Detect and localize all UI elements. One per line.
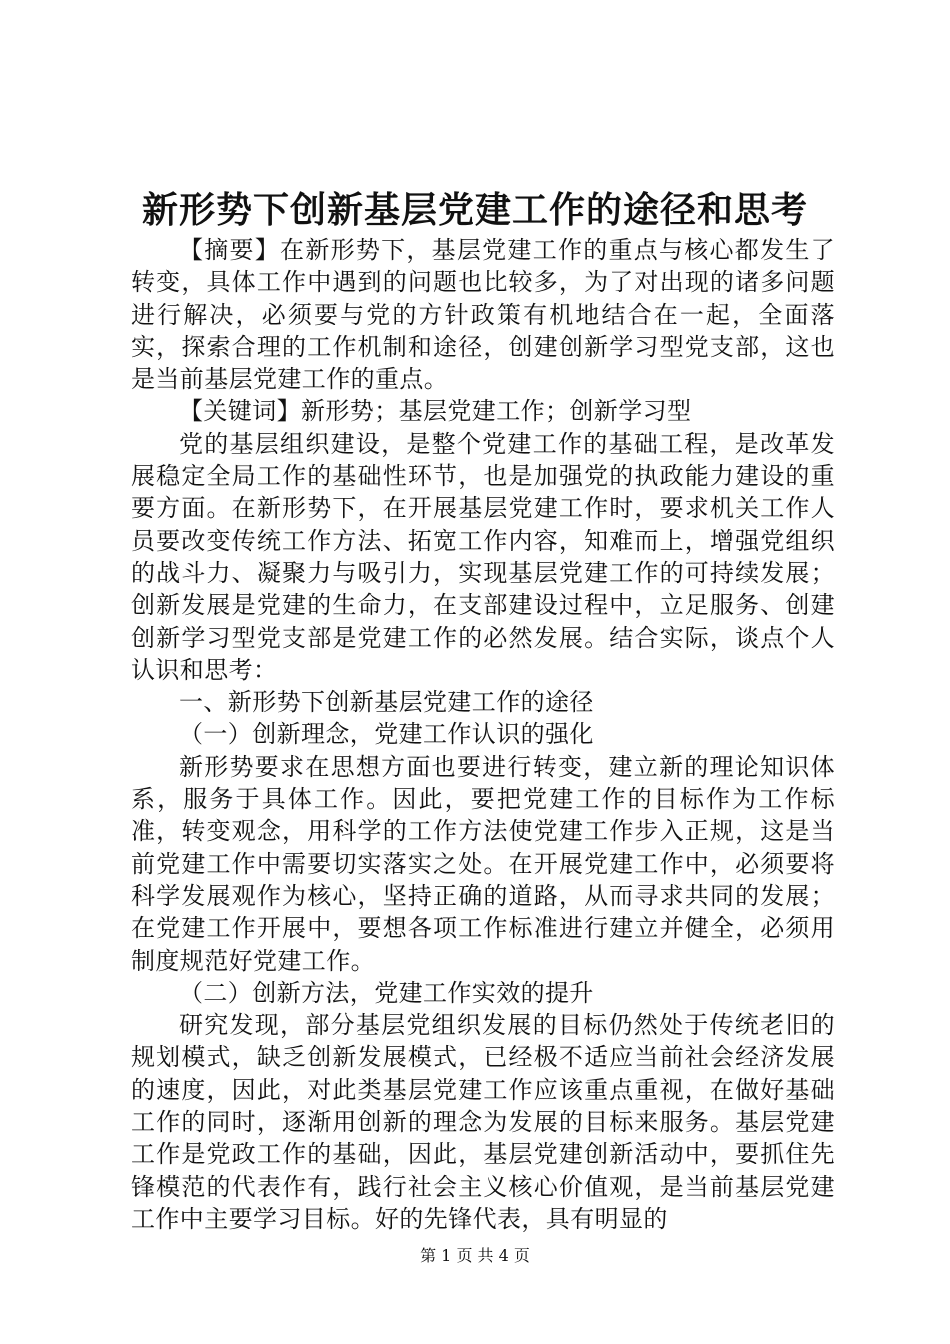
intro-paragraph: 党的基层组织建设，是整个党建工作的基础工程，是改革发展稳定全局工作的基础性环节，也是加强党的执政能力建设的重要方面。在新形势下，在开展基层党建工作时，要求机关工作人员要改变传统工作方法、拓宽工作内容，知难而上，增强党组织的战斗力、凝聚力与吸引力，实现基层党建工作的可持续发展；创新发展是党建的生命力，在支部建设过程中，立足服务、创建创新学习型党支部是党建工作的必然发展。结合实际，谈点个人认识和思考： [131, 429, 835, 684]
body-paragraph: 新形势要求在思想方面也要进行转变，建立新的理论知识体系，服务于具体工作。因此，要把党建工作的目标作为工作标准，转变观念，用科学的工作方法使党建工作步入正规，这是当前党建工作中需要切实落实之处。在开展党建工作中，必须要将科学发展观作为核心，坚持正确的道路，从而寻求共同的发展；在党建工作开展中，要想各项工作标准进行建立并健全，必须用制度规范好党建工作。 [131, 752, 835, 975]
subsection-heading-2: （二）创新方法，党建工作实效的提升 [179, 978, 594, 1007]
subsection-heading-1: （一）创新理念，党建工作认识的强化 [179, 720, 594, 749]
document-title: 新形势下创新基层党建工作的途径和思考 [141, 189, 808, 231]
keywords-paragraph: 【关键词】新形势；基层党建工作；创新学习型 [179, 397, 692, 426]
document-body [131, 234, 835, 1235]
abstract-paragraph: 【摘要】在新形势下，基层党建工作的重点与核心都发生了转变，具体工作中遇到的问题也比较多，为了对出现的诸多问题进行解决，必须要与党的方针政策有机地结合在一起，全面落实，探索合理的工作机制和途径，创建创新学习型党支部，这也是当前基层党建工作的重点。 [131, 236, 835, 394]
body-paragraph: 研究发现，部分基层党组织发展的目标仍然处于传统老旧的规划模式，缺乏创新发展模式，已经极不适应当前社会经济发展的速度，因此，对此类基层党建工作应该重点重视，在做好基础工作的同时，逐渐用创新的理念为发展的目标来服务。基层党建工作是党政工作的基础，因此，基层党建创新活动中，要抓住先锋模范的代表作有，践行社会主义核心价值观，是当前基层党建工作中主要学习目标。好的先锋代表，具有明显的 [131, 1011, 835, 1233]
page-footer: 第 1 页 共 4 页 [420, 1246, 530, 1265]
section-heading-1: 一、新形势下创新基层党建工作的途径 [179, 688, 594, 717]
